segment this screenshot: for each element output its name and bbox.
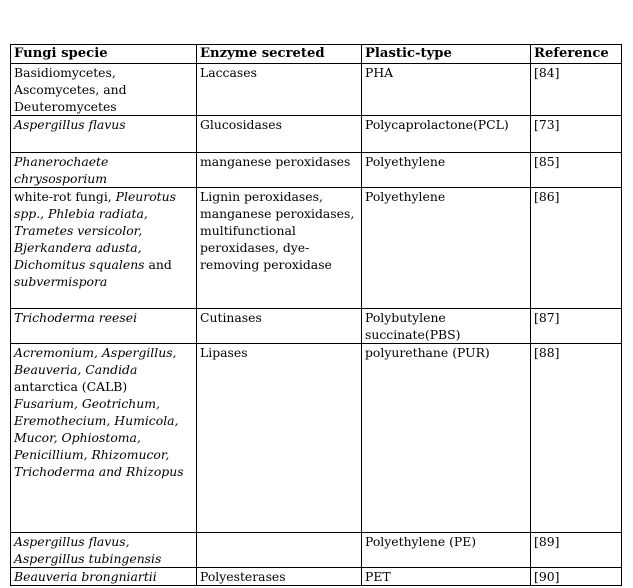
cell-fungi-specie — [11, 533, 197, 568]
header-reference: Reference — [531, 45, 622, 64]
cell-reference: [88] — [531, 344, 622, 533]
fungi-name-segment: Phanerochaete chrysosporium — [14, 154, 109, 186]
table-header-row — [11, 45, 622, 64]
fungi-name-segment: and — [144, 257, 172, 272]
table-row — [11, 309, 622, 344]
cell-plastic-type: polyurethane (PUR) — [362, 344, 531, 533]
cell-fungi-specie — [11, 188, 197, 309]
cell-enzyme-secreted: Laccases — [197, 64, 362, 116]
cell-fungi-specie — [11, 309, 197, 344]
table-row — [11, 533, 622, 568]
table-row — [11, 188, 622, 309]
fungi-name-segment: subvermispora — [14, 274, 108, 289]
fungi-enzyme-table-container — [10, 44, 621, 586]
fungi-name-segment: Aspergillus flavus — [14, 117, 126, 132]
fungi-name-segment: white-rot fungi, — [14, 189, 116, 204]
fungi-name-segment: Fusarium, Geotrichum, Eremothecium, Humicola, Mucor, Ophiostoma, Penicillium, Rhizomucor, Trichoderma and Rhizopus — [14, 396, 184, 479]
cell-reference: [84] — [531, 64, 622, 116]
cell-enzyme-secreted: Glucosidases — [197, 116, 362, 153]
cell-reference: [86] — [531, 188, 622, 309]
cell-fungi-specie — [11, 344, 197, 533]
table-row — [11, 153, 622, 188]
cell-fungi-specie — [11, 153, 197, 188]
cell-enzyme-secreted: Polyesterases — [197, 568, 362, 586]
cell-reference: [90] — [531, 568, 622, 586]
cell-fungi-specie — [11, 116, 197, 153]
cell-enzyme-secreted: Lipases — [197, 344, 362, 533]
cell-reference: [73] — [531, 116, 622, 153]
table-row — [11, 116, 622, 153]
fungi-name-segment: Trichoderma reesei — [14, 310, 138, 325]
cell-fungi-specie — [11, 568, 197, 586]
cell-enzyme-secreted: Cutinases — [197, 309, 362, 344]
table-row — [11, 64, 622, 116]
table-row — [11, 568, 622, 586]
cell-enzyme-secreted: manganese peroxidases — [197, 153, 362, 188]
cell-enzyme-secreted: Lignin peroxidases, manganese peroxidases, multifunctional peroxidases, dye-removing peroxidase — [197, 188, 362, 309]
fungi-name-segment: antarctica (CALB) — [14, 379, 128, 394]
table-body — [11, 64, 622, 586]
cell-enzyme-secreted — [197, 533, 362, 568]
fungi-name-segment: Aspergillus flavus, Aspergillus tubingensis — [14, 534, 162, 566]
cell-plastic-type: Polyethylene — [362, 188, 531, 309]
fungi-enzyme-table — [10, 44, 622, 586]
fungi-name-segment: Acremonium, Aspergillus, Beauveria, Candida — [14, 345, 177, 377]
header-enzyme-secreted: Enzyme secreted — [197, 45, 362, 64]
cell-plastic-type: Polycaprolactone(PCL) — [362, 116, 531, 153]
cell-plastic-type: PET — [362, 568, 531, 586]
cell-reference: [87] — [531, 309, 622, 344]
header-fungi-specie: Fungi specie — [11, 45, 197, 64]
fungi-name-segment: Pleurotus spp., Phlebia radiata, Trametes versicolor, Bjerkandera adusta, Dichomitus squalens — [14, 189, 176, 272]
cell-reference: [89] — [531, 533, 622, 568]
cell-plastic-type: Polyethylene (PE) — [362, 533, 531, 568]
cell-plastic-type: PHA — [362, 64, 531, 116]
table-row — [11, 344, 622, 533]
cell-plastic-type: Polyethylene — [362, 153, 531, 188]
cell-fungi-specie — [11, 64, 197, 116]
fungi-name-segment: Beauveria brongniartii — [14, 569, 157, 584]
cell-plastic-type: Polybutylene succinate(PBS) — [362, 309, 531, 344]
cell-reference: [85] — [531, 153, 622, 188]
header-plastic-type: Plastic-type — [362, 45, 531, 64]
fungi-name-segment: Basidiomycetes, Ascomycetes, and Deuteromycetes — [14, 65, 127, 114]
